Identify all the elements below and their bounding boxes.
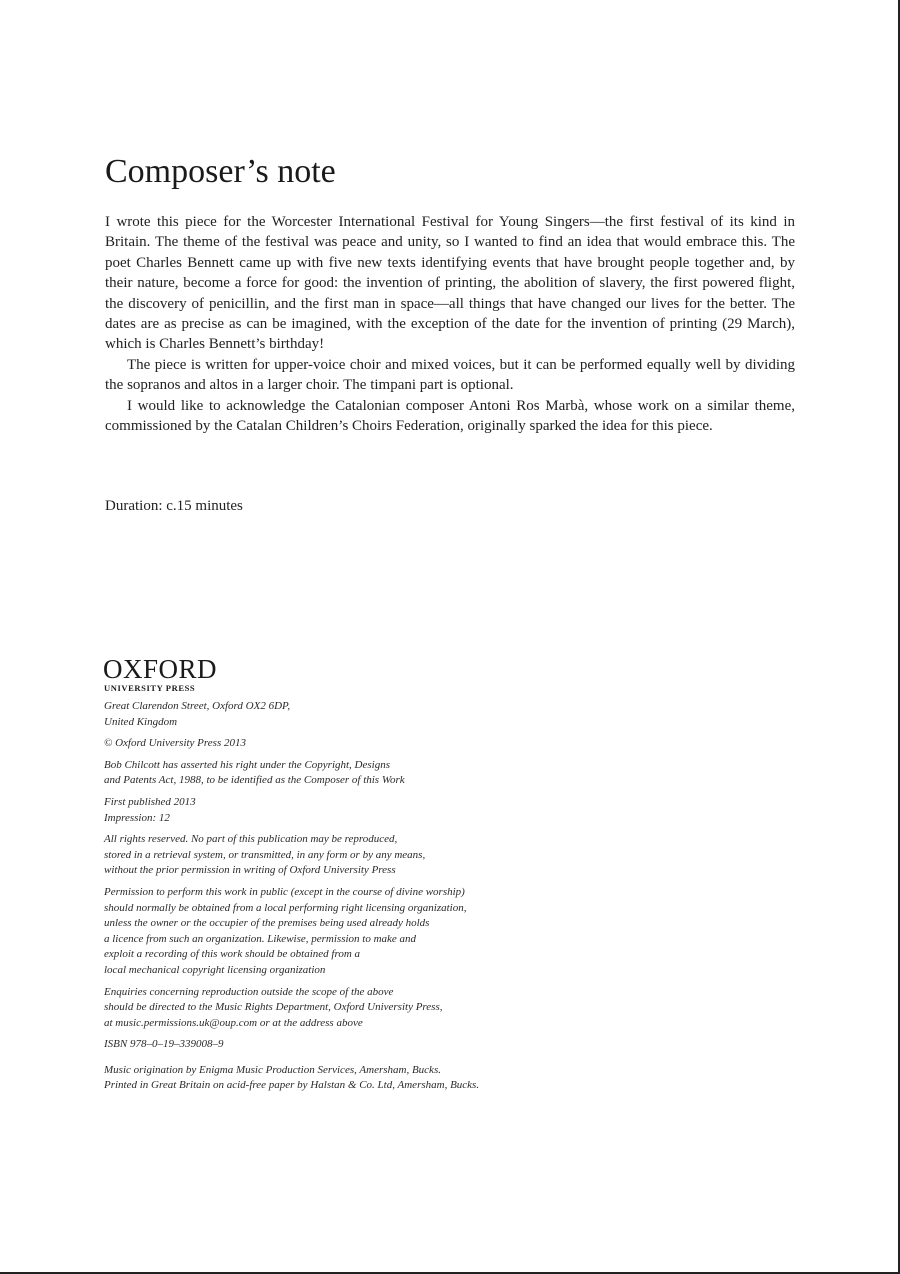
note-paragraph-3: I would like to acknowledge the Catalonian composer Antoni Ros Marbà, whose work on a similar theme, commissioned by the Catalan Children’s Choirs Federation, originally sparked the idea for this piece. [105, 397, 795, 435]
enquiries-line: should be directed to the Music Rights Department, Oxford University Press, [104, 1001, 443, 1014]
all-rights-line: without the prior permission in writing of Oxford University Press [104, 864, 396, 877]
performance-line: should normally be obtained from a local performing right licensing organization, [104, 901, 467, 914]
all-rights-reserved [104, 832, 564, 879]
copyright-notice [104, 736, 564, 752]
production-credits [104, 1063, 564, 1094]
impression: Impression: 12 [104, 811, 170, 824]
performance-permission [104, 885, 564, 979]
logo-subtitle: UNIVERSITY PRESS [104, 683, 196, 693]
performance-line: local mechanical copyright licensing organization [104, 963, 326, 976]
page-title: Composer’s note [105, 153, 336, 190]
imprint-block [104, 699, 564, 1100]
credits-line: Printed in Great Britain on acid-free paper by Halstan & Co. Ltd, Amersham, Bucks. [104, 1079, 480, 1092]
enquiries-notice [104, 985, 564, 1032]
all-rights-line: All rights reserved. No part of this publication may be reproduced, [104, 833, 398, 846]
address-line: Great Clarendon Street, Oxford OX2 6DP, [104, 700, 291, 712]
enquiries-line: Enquiries concerning reproduction outside the scope of the above [104, 985, 394, 998]
rights-assertion [104, 758, 564, 789]
composer-note-body [105, 212, 795, 436]
performance-line: Permission to perform this work in public (except in the course of divine worship) [104, 885, 465, 898]
rights-line: and Patents Act, 1988, to be identified as the Composer of this Work [104, 774, 405, 787]
performance-line: exploit a recording of this work should be obtained from a [104, 948, 361, 961]
all-rights-line: stored in a retrieval system, or transmitted, in any form or by any means, [104, 848, 426, 861]
duration-text: Duration: c.15 minutes [105, 498, 243, 514]
note-paragraph-1: I wrote this piece for the Worcester International Festival for Young Singers—the first festival of its kind in Britain. The theme of the festival was peace and unity, so I wanted to find an idea that would embrace this. The poet Charles Bennett came up with five new texts identifying events that have brought people together and, by their nature, become a force for good: the invention of printing, the abolition of slavery, the first powered flight, the discovery of penicillin, and the first man in space—all things that have changed our lives for the better. The dates are as precise as can be imagined, with the exception of the date for the invention of printing (29 March), which is Charles Bennett’s birthday! [105, 214, 795, 353]
publication-info [104, 795, 564, 826]
address-line: United Kingdom [104, 715, 178, 728]
credits-line: Music origination by Enigma Music Production Services, Amersham, Bucks. [104, 1063, 441, 1076]
copyright-line: © Oxford University Press 2013 [104, 737, 246, 750]
isbn-block [104, 1037, 564, 1053]
oxford-logo [103, 656, 217, 693]
enquiries-line: at music.permissions.uk@oup.com or at the address above [104, 1016, 363, 1029]
rights-line: Bob Chilcott has asserted his right under the Copyright, Designs [104, 758, 390, 771]
logo-wordmark: OXFORD [103, 654, 218, 684]
performance-line: a licence from such an organization. Likewise, permission to make and [104, 932, 417, 945]
first-published: First published 2013 [104, 795, 196, 808]
note-paragraph-2: The piece is written for upper-voice choir and mixed voices, but it can be performed equally well by dividing the sopranos and altos in a larger choir. The timpani part is optional. [105, 356, 795, 394]
performance-line: unless the owner or the occupier of the premises being used already holds [104, 917, 430, 930]
publisher-address [104, 699, 564, 730]
isbn: ISBN 978–0–19–339008–9 [104, 1038, 224, 1051]
